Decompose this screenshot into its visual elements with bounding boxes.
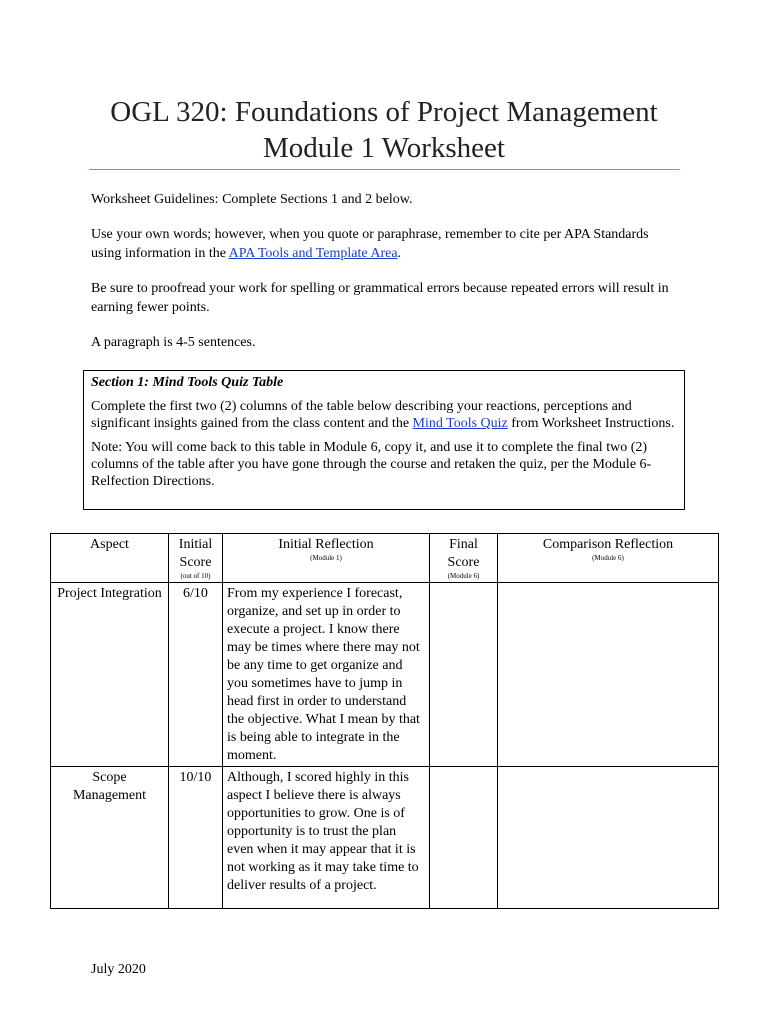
header-comparison-reflection-sub: (Module 6) [592, 554, 624, 562]
mind-tools-quiz-table [50, 533, 719, 909]
section-1-note: Note: You will come back to this table in Module 6, copy it, and use it to complete the final two (2) columns of the table after you have gone through the course and retaken the quiz, per the Module 6-Relfection Directions. [91, 440, 652, 489]
row-final-score[interactable] [430, 767, 498, 909]
row-aspect: Scope Management [51, 767, 169, 909]
section-1-instructions [91, 398, 677, 432]
proofread-paragraph: Be sure to proofread your work for spelling or grammatical errors because repeated errors will result in earning fewer points. [91, 281, 669, 315]
header-comparison-reflection: Comparison Reflection (Module 6) [498, 534, 719, 583]
header-initial-reflection: Initial Reflection (Module 1) [223, 534, 430, 583]
guidelines-text: Worksheet Guidelines: Complete Sections 1 and 2 below. [91, 192, 413, 207]
row-aspect: Project Integration [51, 583, 169, 767]
section-1-heading: Section 1: Mind Tools Quiz Table [91, 375, 284, 390]
title-line-1: OGL 320: Foundations of Project Management [110, 96, 658, 128]
row-comparison-reflection[interactable] [498, 583, 719, 767]
header-final-score: Final Score (Module 6) [430, 534, 498, 583]
table-row [51, 767, 719, 909]
own-words-text: Use your own words; however, when you quote or paraphrase, remember to cite per APA Standards using information in the [91, 227, 649, 261]
header-initial-score: Initial Score (out of 10) [169, 534, 223, 583]
row-initial-reflection: Although, I scored highly in this aspect I believe there is always opportunities to grow. One is of opportunity is to trust the plan even when it may appear that it is not working as it may take time to deliver results of a project. [223, 767, 430, 909]
apa-tools-link[interactable]: APA Tools and Template Area [228, 245, 398, 261]
row-initial-score: 10/10 [169, 767, 223, 909]
header-initial-reflection-sub: (Module 1) [310, 554, 342, 562]
table-row [51, 583, 719, 767]
own-words-paragraph [91, 226, 681, 263]
footer-date: July 2020 [91, 962, 146, 977]
table-header-row [51, 534, 719, 583]
row-comparison-reflection[interactable] [498, 767, 719, 909]
section-1-instructions-end: from Worksheet Instructions. [507, 416, 675, 431]
header-final-score-sub: (Module 6) [447, 572, 480, 580]
header-aspect: Aspect [51, 534, 169, 583]
title-line-2: Module 1 Worksheet [263, 132, 505, 164]
paragraph-length-note: A paragraph is 4-5 sentences. [91, 335, 256, 350]
row-initial-score: 6/10 [169, 583, 223, 767]
section-1-box [83, 370, 685, 510]
header-initial-score-sub: (out of 10) [180, 572, 211, 580]
own-words-end: . [397, 245, 402, 261]
section-1-instructions-text: Complete the first two (2) columns of the table below describing your reactions, perceptions and significant insights gained from the class content and the [91, 399, 632, 431]
row-initial-reflection: From my experience I forecast, organize, and set up in order to execute a project. I know there may be times where there may not be any time to get organize and you sometimes have to jump in head first in order to understand the objective. What I mean by that is being able to integrate in the moment. [223, 583, 430, 767]
row-final-score[interactable] [430, 583, 498, 767]
document-title [60, 94, 708, 166]
title-divider [89, 169, 680, 170]
mind-tools-quiz-link[interactable]: Mind Tools Quiz [412, 416, 508, 431]
